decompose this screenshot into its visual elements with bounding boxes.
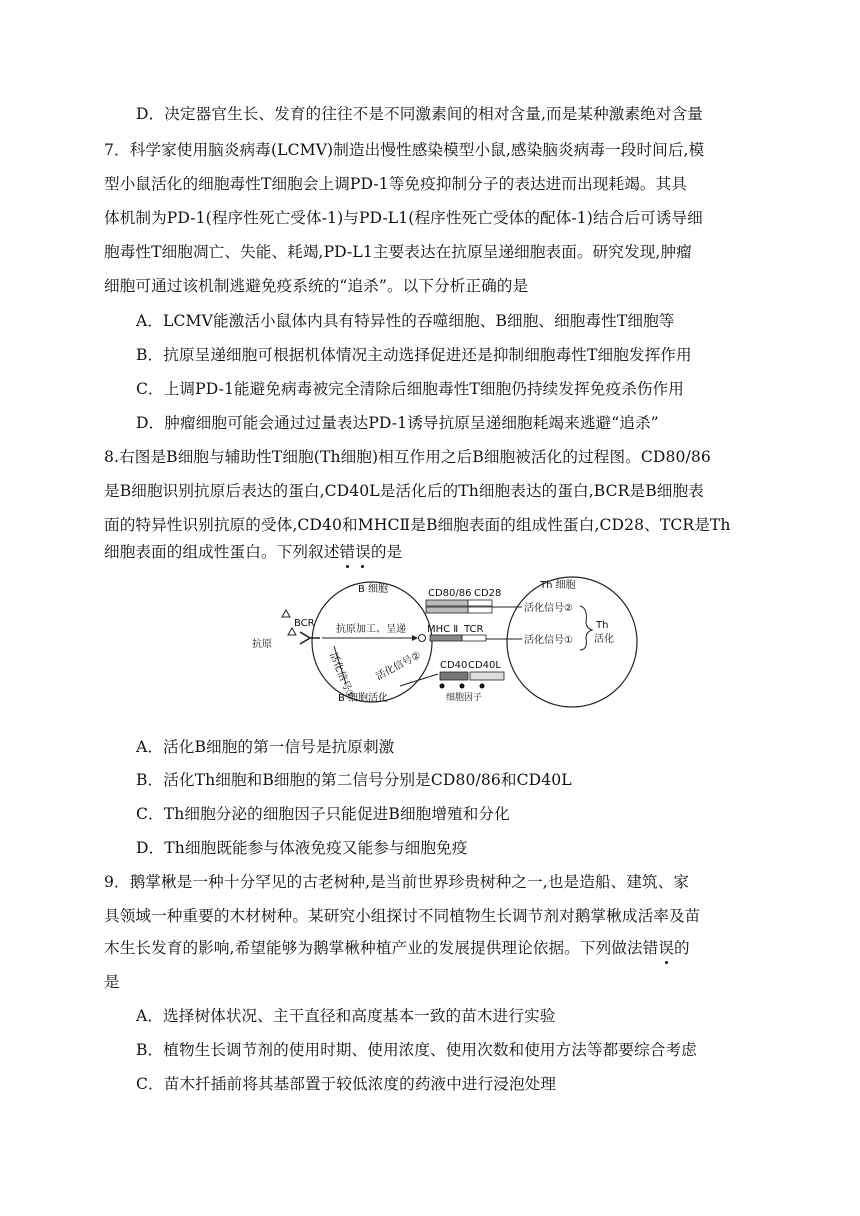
cd40l-label: CD40L — [468, 660, 501, 671]
th-activate-label: Th — [596, 620, 609, 631]
q7-option-d: D．肿瘤细胞可能会通过过量表达PD-1诱导抗原呈递细胞耗竭来逃避“追杀” — [136, 414, 659, 432]
q8-option-d: D．Th细胞既能参与体液免疫又能参与细胞免疫 — [136, 839, 468, 857]
q9-stem-line-3 — [104, 938, 756, 958]
q9-option-c: C．苗木扦插前将其基部置于较低浓度的药液中进行浸泡处理 — [136, 1075, 557, 1093]
q9-stem-line-4: 是 — [104, 973, 120, 991]
b-signal-1-label: 活化信号① — [327, 651, 356, 701]
q7-stem-line-5: 细胞可通过该机制逃避免疫系统的“追杀”。以下分析正确的是 — [104, 277, 529, 295]
mhc-protein — [430, 635, 462, 641]
q9-stem-line-1: 9．鹅掌楸是一种十分罕见的古老树种,是当前世界珍贵树种之一,也是造船、建筑、家 — [104, 873, 690, 891]
cd28-protein — [468, 600, 492, 606]
mhc-label: MHC Ⅱ — [427, 624, 459, 635]
q8-stem-line-2: 是B细胞识别抗原后表达的蛋白,CD40L是活化后的Th细胞表达的蛋白,BCR是B细胞表 — [104, 482, 704, 500]
q9-stem-text: 木生长发育的影响,希望能够为鹅掌楸种植产业的发展提供理论依据。下列做法错 — [104, 939, 659, 957]
bcr-receptor — [300, 632, 320, 644]
q7-stem-line-4: 胞毒性T细胞凋亡、失能、耗竭,PD-L1主要表达在抗原呈递细胞表面。研究发现,肿瘤 — [104, 243, 692, 261]
q7-option-a: A．LCMV能激活小鼠体内具有特异性的吞噬细胞、B细胞、细胞毒性T细胞等 — [136, 312, 675, 330]
cytokine-dot — [480, 684, 485, 689]
antigen-shape — [288, 628, 296, 635]
b-cell-circle — [312, 582, 432, 702]
q9-stem-line-2: 具领域一种重要的木材树种。某研究小组探讨不同植物生长调节剂对鹅掌楸成活率及苗 — [104, 907, 701, 925]
q7-stem-line-3: 体机制为PD-1(程序性死亡受体-1)与PD-L1(程序性死亡受体的配体-1)结合后可诱导细 — [104, 209, 703, 227]
emphasis-char: 误 — [658, 939, 675, 957]
tcr-protein — [462, 635, 486, 641]
emphasis-char: 错 — [339, 543, 356, 561]
b-activate-label: B 细胞活化 — [338, 693, 389, 704]
b-cell-activation-diagram — [250, 570, 642, 704]
q7-option-c: C．上调PD-1能避免病毒被完全清除后细胞毒性T细胞仍持续发挥免疫杀伤作用 — [136, 380, 684, 398]
cd28-label: CD28 — [474, 588, 502, 599]
q9-option-b: B．植物生长调节剂的使用时期、使用浓度、使用次数和使用方法等都要综合考虑 — [136, 1041, 697, 1059]
q7-stem-line-1: 7．科学家使用脑炎病毒(LCMV)制造出慢性感染模型小鼠,感染脑炎病毒一段时间后,模 — [104, 141, 705, 159]
cytokine-label: 细胞因子 — [446, 693, 483, 703]
q9-option-a: A．选择树体状况、主干直径和高度基本一致的苗木进行实验 — [136, 1007, 556, 1025]
q8-stem-line-1: 8.右图是B细胞与辅助性T细胞(Th细胞)相互作用之后B细胞被活化的过程图。CD80/86 — [104, 448, 711, 466]
q8-option-c: C．Th细胞分泌的细胞因子只能促进B细胞增殖和分化 — [136, 805, 510, 823]
q8-stem-text: 的是 — [370, 543, 403, 561]
cd28-protein — [468, 607, 492, 613]
th-signal-1-label: 活化信号① — [524, 635, 573, 646]
cd40-protein — [440, 672, 468, 680]
processing-label: 抗原加工、呈递 — [336, 624, 406, 635]
cd40l-protein — [470, 672, 504, 680]
q8-stem-line-3: 面的特异性识别抗原的受体,CD40和MHCⅡ是B细胞表面的组成性蛋白,CD28、TCR是Th — [104, 516, 731, 534]
arrow-head — [412, 635, 418, 641]
bcr-label: BCR — [294, 618, 315, 629]
b-signal-2-label: 活化信号② — [374, 649, 423, 683]
antigen-peptide — [419, 635, 426, 642]
q8-option-a: A．活化B细胞的第一信号是抗原刺激 — [136, 738, 395, 756]
brace — [580, 606, 592, 650]
signal-2-arrow — [400, 674, 438, 686]
q9-stem-text: 的 — [674, 939, 690, 957]
th-activate-label: 活化 — [594, 634, 614, 645]
cd40-label: CD40 — [440, 660, 468, 671]
antigen-label: 抗原 — [252, 639, 272, 650]
th-signal-2-label: 活化信号② — [524, 603, 573, 614]
tcr-label: TCR — [464, 624, 484, 635]
cytokine-dot — [460, 684, 465, 689]
antigen-shape — [282, 610, 290, 617]
emphasis-char: 误 — [355, 543, 371, 561]
q8-stem-text: 细胞表面的组成性蛋白。下列叙述 — [104, 543, 340, 561]
cd80-protein — [426, 600, 468, 606]
cd80-label: CD80/86 — [428, 588, 472, 599]
q7-stem-line-2: 型小鼠活化的细胞毒性T细胞会上调PD-1等免疫抑制分子的表达进而出现耗竭。其具 — [104, 175, 687, 193]
th-cell-label: Th 细胞 — [540, 580, 576, 591]
q8-stem-line-4 — [104, 542, 756, 562]
b-cell-label: B 细胞 — [358, 584, 389, 595]
cytokine-dot — [440, 684, 445, 689]
q6-option-d: D．决定器官生长、发育的往往不是不同激素间的相对含量,而是某种激素绝对含量 — [136, 105, 703, 123]
q7-option-b: B．抗原呈递细胞可根据机体情况主动选择促进还是抑制细胞毒性T细胞发挥作用 — [136, 346, 692, 364]
q8-option-b: B．活化Th细胞和B细胞的第二信号分别是CD80/86和CD40L — [136, 771, 572, 789]
cd80-protein — [426, 607, 468, 613]
